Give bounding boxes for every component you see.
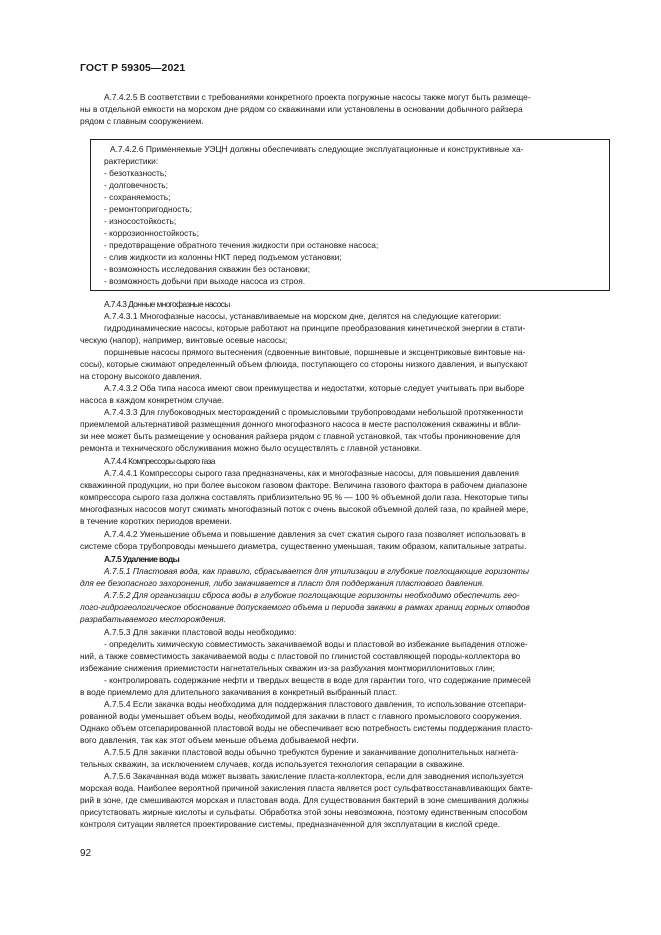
paragraph-a756 (80, 770, 584, 830)
text-line: ны в отдельной емкости на морском дне рядом со скважинами или установлены в основании добычного райзера (80, 104, 523, 114)
text-line: А.7.4.2.5 В соответствии с требованиями конкретного проекта погружные насосы также могут быть размеще- (104, 92, 531, 102)
text-line: тельных скважин, за исключением случаев, когда используется технология сепарации в скважине. (80, 759, 465, 769)
text-line: компрессора сырого газа должна составлять приблизительно 95 % — 100 % объемной доли газа. Некоторые типы (80, 492, 529, 502)
text-line: на сторону высокого давления. (80, 371, 202, 381)
text-line: зи нее может быть размещение у основания райзера рядом с главной установкой, так чтобы проникновение для (80, 431, 521, 441)
text-line: гидродинамические насосы, которые работают на принципе преобразования кинетической энергии в стати- (104, 323, 526, 333)
list-item: - износостойкость; (104, 216, 177, 226)
paragraph-a74255 (80, 91, 584, 127)
list-item: - долговечность; (104, 180, 168, 190)
text-line: сосы), которые сжимают определенный объем флюида, поступающего со стороны низкого давления, и выпускают (80, 359, 528, 369)
text-line: А.7.4.3.2 Оба типа насоса имеют свои преимущества и недостатки, которые следует учитывать при выборе (104, 383, 525, 393)
heading-a75: А.7.5 Удаление воды (104, 554, 180, 564)
text-line: ремонта и технического обслуживания можно было осуществлять с главной установки. (80, 443, 422, 453)
paragraph-a753-item1 (80, 638, 584, 674)
text-line: А.7.4.3.3 Для глубоководных месторождений с промысловыми трубопроводами небольшой протяженности (104, 407, 524, 417)
text-line: - контролировать содержание нефти и твердых веществ в воде для гарантии того, что содержание примесей (104, 675, 531, 685)
paragraph-a753 (80, 626, 584, 638)
heading-a743: А.7.4.3 Донные многофазные насосы (104, 299, 230, 309)
paragraph-a7431 (80, 310, 584, 322)
list-item: - слив жидкости из колонны НКТ перед подъемом установки; (104, 252, 342, 262)
text-line: Однако объем отсепарированной пластовой воды не обеспечивает всю потребность системы поддержания пласто- (80, 723, 533, 733)
text-line: А.7.5.1 Пластовая вода, как правило, сбрасывается для утилизации в глубокие поглощающие горизонты (104, 566, 529, 576)
text-line: А.7.4.3.1 Многофазные насосы, устанавливаемые на морском дне, делятся на следующие категории: (104, 311, 502, 321)
text-line: лого-гидрогеологическое обоснование допускаемого объема и периода закачки в рамках границ горных отводов (80, 602, 530, 612)
paragraph-hydro (80, 322, 584, 346)
text-line: контроля ситуации является проектирование системы, предназначенной для эксплуатации в кислой среде. (80, 819, 500, 829)
text-line: А.7.5.2 Для организации сброса воды в глубокие поглощающие горизонты необходимо обеспечить гео- (104, 590, 520, 600)
paragraph-a7442 (80, 528, 584, 552)
text-line: ческую (напор), например, винтовые осевые насосы; (80, 335, 288, 345)
document-header: ГОСТ Р 59305—2021 (80, 62, 186, 74)
text-line: вого давления, так как этот объем меньше объема добываемой нефти. (80, 735, 359, 745)
text-line: А.7.5.3 Для закачки пластовой воды необходимо: (104, 627, 297, 637)
paragraph-a753-item2 (80, 674, 584, 698)
heading-a744: А.7.4.4 Компрессоры сырого газа (104, 456, 215, 466)
text-line: присутствовать жирные кислоты и сульфаты. Обработка этой зоны невозможна, поэтому единственным способом (80, 807, 528, 817)
paragraph-a7432 (80, 382, 584, 406)
text-line: А.7.4.4.1 Компрессоры сырого газа предназначены, как и многофазные насосы, для повышения давления (104, 468, 519, 478)
paragraph-a74256 (104, 143, 602, 167)
text-line: рактеристики: (104, 156, 159, 166)
text-line: скважинной продукции, но при более высоком газовом факторе. Величина газового фактора в рабочем диапазоне (80, 480, 528, 490)
text-line: в течение коротких периодов времени. (80, 516, 232, 526)
text-line: в воде приемлемо для длительного закачивания в конкретный выбранный пласт. (80, 687, 398, 697)
text-line: морская вода. Наиболее вероятной причиной закисления пласта является рост сульфатвосстанавливающих бакте- (80, 783, 533, 793)
text-line: А.7.5.6 Закачанная вода может вызвать закисление пласта-коллектора, если для заводнения используется (104, 771, 524, 781)
text-line: многофазных насосов могут сжимать многофазный поток с очень высокой объемной долей газа, по крайней мере, (80, 504, 529, 514)
text-line: - определить химическую совместимость закачиваемой воды и пластовой во избежание выпадения отложе- (104, 639, 528, 649)
text-line: насоса в каждом конкретном случае. (80, 395, 225, 405)
text-line: ний, а также совместимость закачиваемой воды с пластовой по глинистой составляющей породы-коллектора во (80, 651, 521, 661)
text-line: рядом с главным сооружением. (80, 116, 204, 126)
paragraph-a7433 (80, 406, 584, 454)
paragraph-a7441 (80, 467, 584, 527)
text-line: поршневые насосы прямого вытеснения (сдвоенные винтовые, поршневые и эксцентриковые винтовые на- (104, 347, 526, 357)
list-item: - безотказность; (104, 168, 167, 178)
text-line: избежание снижения приемистости нагнетательных скважин из-за разбухания монтмориллонитовых глин; (80, 663, 495, 673)
text-line: рованной воды уменьшает объем воды, необходимой для закачки в пласт с главного промыслового сооружения. (80, 711, 522, 721)
text-line: А.7.5.4 Если закачка воды необходима для поддержания пластового давления, то использование отсепари- (104, 699, 527, 709)
paragraph-a754 (80, 698, 584, 746)
list-item: - ремонтопригодность; (104, 204, 192, 214)
text-line: для ее безопасного захоронения, либо закачивается в пласт для поддержания пластового давления. (80, 578, 485, 588)
text-line: разрабатываемого месторождения. (80, 614, 226, 624)
list-item: - возможность добычи при выходе насоса из строя. (104, 276, 306, 286)
paragraph-a755 (80, 746, 584, 770)
text-line: системе сбора трубопроводы меньшего диаметра, существенно уменьшая, таким образом, капитальные затраты. (80, 541, 527, 551)
paragraph-a751 (80, 565, 584, 589)
paragraph-piston (80, 346, 584, 382)
text-line: А.7.4.2.6 Применяемые УЭЦН должны обеспечивать следующие эксплуатационные и конструктивные ха- (110, 144, 524, 154)
text-line: приемлемой альтернативой размещения донного многофазного насоса в месте расположения скважины и вбли- (80, 419, 521, 429)
list-item: - возможность исследования скважин без остановки; (104, 264, 311, 274)
page-number: 92 (80, 848, 92, 859)
list-item: - сохраняемость; (104, 192, 171, 202)
paragraph-a752 (80, 589, 584, 625)
text-line: рий в зоне, где смешиваются морская и пластовая вода. Для существования бактерий в зоне смешивания должны (80, 795, 529, 805)
text-line: А.7.4.4.2 Уменьшение объема и повышение давления за счет сжатия сырого газа позволяет использовать в (104, 529, 526, 539)
list-item: - коррозионностойкость; (104, 228, 199, 238)
list-item: - предотвращение обратного течения жидкости при остановке насоса; (104, 240, 379, 250)
text-line: А.7.5.5 Для закачки пластовой воды обычно требуются бурение и заканчивание дополнительных нагнета- (104, 747, 519, 757)
